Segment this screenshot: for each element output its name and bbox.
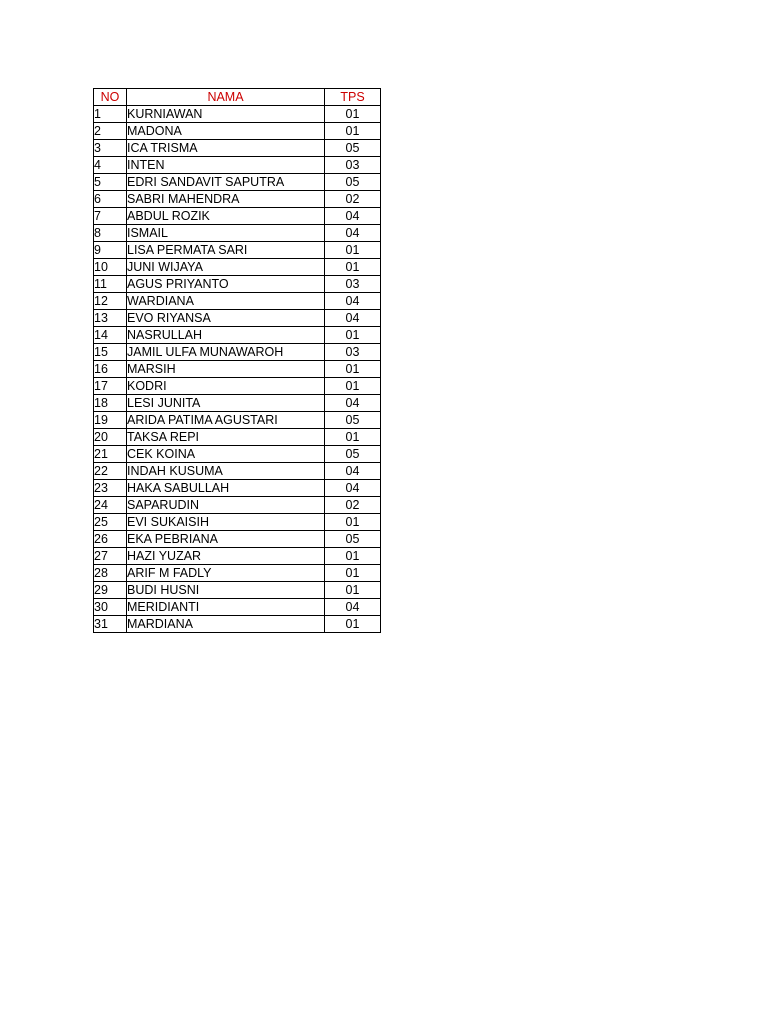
cell-nama: INDAH KUSUMA xyxy=(127,463,325,480)
cell-nama: LISA PERMATA SARI xyxy=(127,242,325,259)
cell-nama: MARDIANA xyxy=(127,616,325,633)
cell-tps: 04 xyxy=(325,225,381,242)
cell-tps: 01 xyxy=(325,106,381,123)
cell-nama: ARIDA PATIMA AGUSTARI xyxy=(127,412,325,429)
cell-no: 1 xyxy=(94,106,127,123)
table-row xyxy=(94,140,381,157)
cell-nama: CEK KOINA xyxy=(127,446,325,463)
cell-tps: 01 xyxy=(325,548,381,565)
cell-nama: ARIF M FADLY xyxy=(127,565,325,582)
table-row xyxy=(94,327,381,344)
cell-no: 7 xyxy=(94,208,127,225)
cell-tps: 05 xyxy=(325,412,381,429)
cell-no: 16 xyxy=(94,361,127,378)
cell-nama: MARSIH xyxy=(127,361,325,378)
voter-table xyxy=(93,88,381,633)
cell-no: 3 xyxy=(94,140,127,157)
cell-tps: 01 xyxy=(325,242,381,259)
cell-no: 6 xyxy=(94,191,127,208)
cell-nama: EKA PEBRIANA xyxy=(127,531,325,548)
table-row xyxy=(94,412,381,429)
cell-nama: ICA TRISMA xyxy=(127,140,325,157)
table-row xyxy=(94,361,381,378)
cell-nama: ABDUL ROZIK xyxy=(127,208,325,225)
cell-tps: 03 xyxy=(325,157,381,174)
table-row xyxy=(94,106,381,123)
table-row xyxy=(94,514,381,531)
table-row xyxy=(94,497,381,514)
table-row xyxy=(94,123,381,140)
cell-nama: JAMIL ULFA MUNAWAROH xyxy=(127,344,325,361)
cell-no: 31 xyxy=(94,616,127,633)
cell-nama: WARDIANA xyxy=(127,293,325,310)
cell-no: 13 xyxy=(94,310,127,327)
cell-no: 29 xyxy=(94,582,127,599)
cell-tps: 01 xyxy=(325,514,381,531)
cell-tps: 01 xyxy=(325,429,381,446)
table-row xyxy=(94,599,381,616)
table-row xyxy=(94,276,381,293)
cell-nama: ISMAIL xyxy=(127,225,325,242)
cell-no: 12 xyxy=(94,293,127,310)
table-row xyxy=(94,225,381,242)
cell-tps: 03 xyxy=(325,344,381,361)
table-row xyxy=(94,582,381,599)
cell-no: 19 xyxy=(94,412,127,429)
cell-nama: HAKA SABULLAH xyxy=(127,480,325,497)
cell-nama: EVI SUKAISIH xyxy=(127,514,325,531)
cell-nama: NASRULLAH xyxy=(127,327,325,344)
cell-tps: 01 xyxy=(325,565,381,582)
cell-tps: 01 xyxy=(325,616,381,633)
cell-no: 30 xyxy=(94,599,127,616)
cell-nama: SAPARUDIN xyxy=(127,497,325,514)
cell-no: 25 xyxy=(94,514,127,531)
table-row xyxy=(94,157,381,174)
cell-nama: BUDI HUSNI xyxy=(127,582,325,599)
table-row xyxy=(94,548,381,565)
cell-tps: 03 xyxy=(325,276,381,293)
cell-tps: 05 xyxy=(325,446,381,463)
cell-nama: LESI JUNITA xyxy=(127,395,325,412)
table-row xyxy=(94,174,381,191)
table-row xyxy=(94,242,381,259)
cell-nama: AGUS PRIYANTO xyxy=(127,276,325,293)
cell-no: 22 xyxy=(94,463,127,480)
cell-tps: 01 xyxy=(325,361,381,378)
cell-no: 24 xyxy=(94,497,127,514)
cell-tps: 04 xyxy=(325,395,381,412)
cell-no: 10 xyxy=(94,259,127,276)
cell-no: 28 xyxy=(94,565,127,582)
table-row xyxy=(94,208,381,225)
cell-tps: 04 xyxy=(325,463,381,480)
cell-no: 20 xyxy=(94,429,127,446)
table-row xyxy=(94,463,381,480)
header-no: NO xyxy=(94,89,127,106)
cell-nama: MADONA xyxy=(127,123,325,140)
cell-no: 5 xyxy=(94,174,127,191)
table-row xyxy=(94,395,381,412)
table-row xyxy=(94,565,381,582)
cell-no: 15 xyxy=(94,344,127,361)
cell-nama: KURNIAWAN xyxy=(127,106,325,123)
table-row xyxy=(94,616,381,633)
cell-no: 27 xyxy=(94,548,127,565)
table-row xyxy=(94,191,381,208)
table-row xyxy=(94,378,381,395)
cell-nama: JUNI WIJAYA xyxy=(127,259,325,276)
cell-nama: TAKSA REPI xyxy=(127,429,325,446)
header-nama: NAMA xyxy=(127,89,325,106)
cell-no: 11 xyxy=(94,276,127,293)
table-row xyxy=(94,446,381,463)
cell-nama: EDRI SANDAVIT SAPUTRA xyxy=(127,174,325,191)
table-row xyxy=(94,429,381,446)
table-row xyxy=(94,480,381,497)
header-tps: TPS xyxy=(325,89,381,106)
cell-tps: 02 xyxy=(325,497,381,514)
cell-tps: 04 xyxy=(325,293,381,310)
cell-nama: HAZI YUZAR xyxy=(127,548,325,565)
cell-tps: 01 xyxy=(325,327,381,344)
cell-no: 17 xyxy=(94,378,127,395)
cell-no: 2 xyxy=(94,123,127,140)
table-row xyxy=(94,310,381,327)
cell-tps: 04 xyxy=(325,480,381,497)
table-row xyxy=(94,344,381,361)
cell-tps: 01 xyxy=(325,582,381,599)
cell-tps: 04 xyxy=(325,310,381,327)
cell-tps: 01 xyxy=(325,378,381,395)
cell-no: 14 xyxy=(94,327,127,344)
cell-tps: 02 xyxy=(325,191,381,208)
table-row xyxy=(94,531,381,548)
cell-tps: 05 xyxy=(325,174,381,191)
cell-tps: 05 xyxy=(325,531,381,548)
cell-nama: SABRI MAHENDRA xyxy=(127,191,325,208)
cell-no: 26 xyxy=(94,531,127,548)
table-body xyxy=(94,106,381,633)
cell-tps: 01 xyxy=(325,123,381,140)
cell-no: 9 xyxy=(94,242,127,259)
cell-no: 4 xyxy=(94,157,127,174)
cell-no: 18 xyxy=(94,395,127,412)
cell-nama: KODRI xyxy=(127,378,325,395)
table-header-row xyxy=(94,89,381,106)
cell-tps: 05 xyxy=(325,140,381,157)
cell-tps: 04 xyxy=(325,208,381,225)
cell-no: 23 xyxy=(94,480,127,497)
cell-nama: EVO RIYANSA xyxy=(127,310,325,327)
cell-no: 21 xyxy=(94,446,127,463)
cell-tps: 04 xyxy=(325,599,381,616)
table-row xyxy=(94,293,381,310)
cell-no: 8 xyxy=(94,225,127,242)
cell-nama: INTEN xyxy=(127,157,325,174)
cell-nama: MERIDIANTI xyxy=(127,599,325,616)
cell-tps: 01 xyxy=(325,259,381,276)
table-row xyxy=(94,259,381,276)
